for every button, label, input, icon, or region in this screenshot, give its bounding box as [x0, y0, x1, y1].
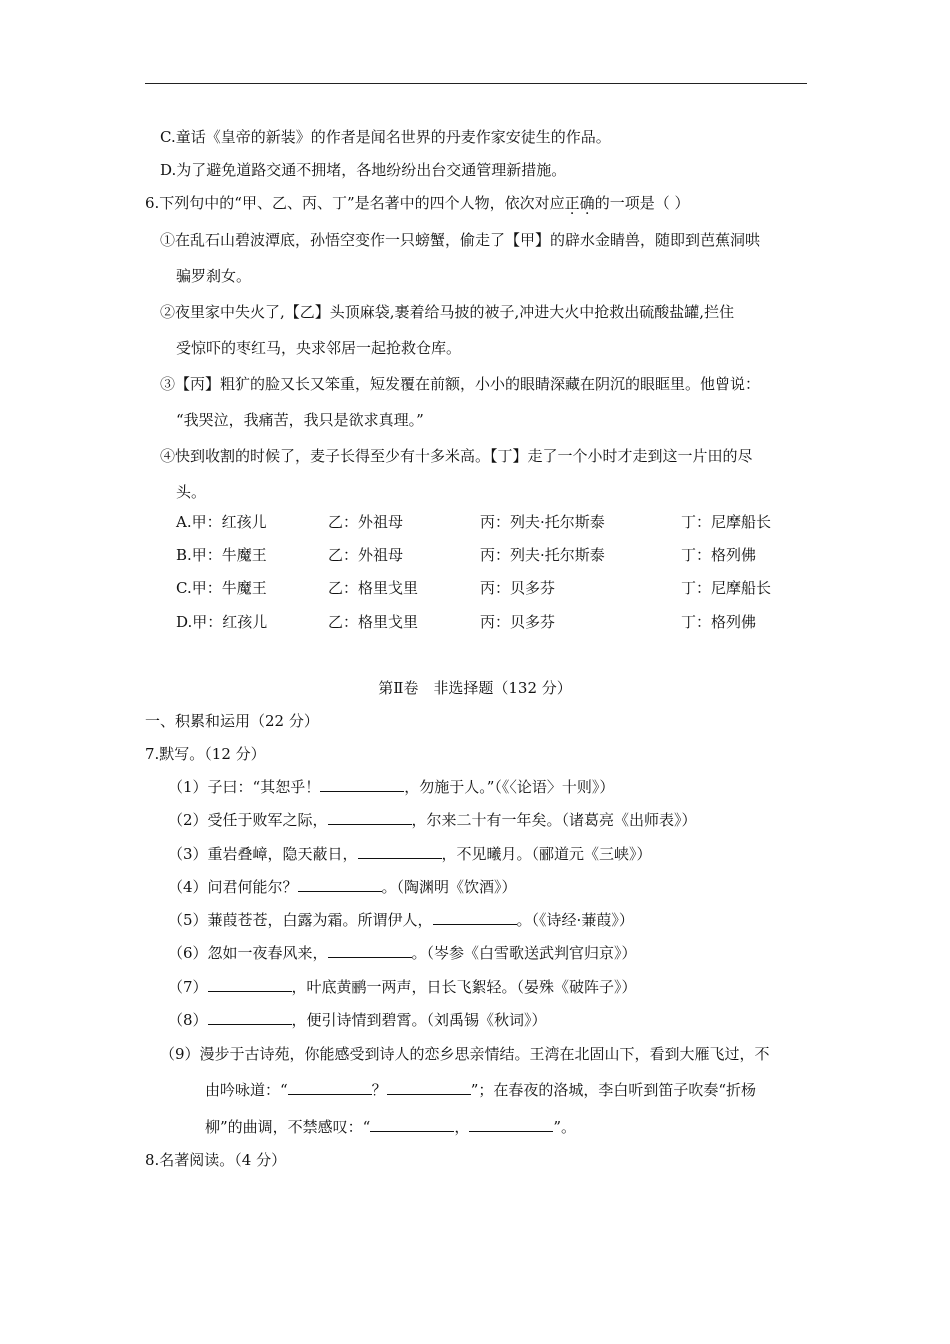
q7-item-8: （8） ，便引诗情到碧霄。（刘禹锡《秋词》） [168, 1011, 547, 1029]
q6-option-a-bing: 丙：列夫·托尔斯泰 [480, 513, 605, 531]
q6-option-a-jia: A.甲：红孩儿 [176, 513, 267, 531]
q6-emphasis-que: 确 [579, 194, 595, 212]
q7-blank-9a[interactable] [288, 1080, 372, 1095]
q5-option-d: D.为了避免道路交通不拥堵，各地纷纷出台交通管理新措施。 [160, 161, 567, 179]
q6-option-a-ding: 丁：尼摩船长 [681, 513, 772, 531]
q7-item-7: （7） ，叶底黄鹂一两声，日长飞絮轻。（晏殊《破阵子》） [168, 978, 637, 996]
section-2-title: 第Ⅱ卷 非选择题（132 分） [378, 679, 572, 697]
q7-blank-1[interactable] [320, 777, 404, 792]
q6-option-d-bing: 丙：贝多芬 [480, 613, 556, 631]
q6-sentence-4a: ④快到收割的时候了，麦子长得至少有十多米高。【丁】走了一个小时才走到这一片田的尽 [160, 447, 753, 465]
q7-blank-4[interactable] [298, 877, 382, 892]
q7-blank-9d[interactable] [469, 1117, 553, 1132]
header-rule [145, 83, 807, 84]
q6-option-b-ding: 丁：格列佛 [681, 546, 757, 564]
q7-item-1: （1）子曰：“其恕乎！ ，勿施于人。”（《〈论语〉十则》） [168, 778, 615, 796]
q7-item-3: （3）重岩叠嶂，隐天蔽日， ，不见曦月。（郦道元《三峡》） [168, 845, 652, 863]
q6-option-d-jia: D.甲：红孩儿 [176, 613, 268, 631]
q7-item-4: （4）问君何能尔？ 。（陶渊明《饮酒》） [168, 878, 517, 896]
q6-sentence-3b: “我哭泣，我痛苦，我只是欲求真理。” [176, 411, 424, 429]
q6-option-c-yi: 乙：格里戈里 [328, 579, 419, 597]
q6-stem [145, 193, 689, 213]
q6-sentence-3a: ③【丙】粗犷的脸又长又笨重，短发覆在前额，小小的眼睛深藏在阴沉的眼眶里。他曾说： [160, 375, 761, 393]
q6-option-c-ding: 丁：尼摩船长 [681, 579, 772, 597]
q6-stem-after: 的一项是（ ） [594, 194, 690, 212]
q6-emphasis-zheng: 正 [564, 194, 580, 212]
q6-option-a-yi: 乙：外祖母 [328, 513, 404, 531]
q7-blank-6[interactable] [328, 943, 412, 958]
q6-option-c-bing: 丙：贝多芬 [480, 579, 556, 597]
q7-blank-9b[interactable] [387, 1080, 471, 1095]
q7-blank-5[interactable] [433, 910, 517, 925]
q6-sentence-1b: 骗罗刹女。 [176, 267, 252, 285]
q7-item-6: （6）忽如一夜春风来， 。（岑参《白雪歌送武判官归京》） [168, 944, 637, 962]
q6-sentence-4b: 头。 [176, 483, 207, 501]
q7-blank-2[interactable] [328, 810, 412, 825]
q7-item-9a: （9）漫步于古诗苑，你能感受到诗人的恋乡思亲情结。王湾在北固山下，看到大雁飞过，不 [160, 1045, 770, 1063]
q6-option-b-jia: B.甲：牛魔王 [176, 546, 267, 564]
q6-option-d-ding: 丁：格列佛 [681, 613, 757, 631]
q6-option-b-yi: 乙：外祖母 [328, 546, 404, 564]
q7-item-2: （2）受任于败军之际， ，尔来二十有一年矣。（诸葛亮《出师表》） [168, 811, 697, 829]
q7-blank-7[interactable] [208, 977, 292, 992]
q6-sentence-1a: ①在乱石山碧波潭底，孙悟空变作一只螃蟹，偷走了【甲】的辟水金睛兽，随即到芭蕉洞哄 [160, 231, 761, 249]
q6-option-c-jia: C.甲：牛魔王 [176, 579, 267, 597]
q6-option-d-yi: 乙：格里戈里 [328, 613, 419, 631]
q6-stem-before: 6.下列句中的“甲、乙、丙、丁”是名著中的四个人物，依次对应 [145, 194, 565, 212]
q6-option-b-bing: 丙：列夫·托尔斯泰 [480, 546, 605, 564]
q6-sentence-2b: 受惊吓的枣红马，央求邻居一起抢救仓库。 [176, 339, 462, 357]
q7-blank-3[interactable] [358, 844, 442, 859]
q7-blank-8[interactable] [208, 1010, 292, 1025]
q7-item-9c: 柳”的曲调，不禁感叹：“ ， ”。 [205, 1118, 577, 1136]
q6-sentence-2a: ②夜里家中失火了,【乙】头顶麻袋,裹着给马披的被子,冲进大火中抢救出硫酸盐罐,拦住 [160, 303, 735, 321]
q7-item-5: （5）蒹葭苍苍，白露为霜。所谓伊人， 。（《诗经·蒹葭》） [168, 911, 634, 929]
q5-option-c: C.童话《皇帝的新装》的作者是闻名世界的丹麦作家安徒生的作品。 [160, 128, 611, 146]
q8-heading: 8.名著阅读。（4 分） [145, 1151, 287, 1169]
q7-blank-9c[interactable] [370, 1117, 454, 1132]
part-1-heading: 一、积累和运用（22 分） [145, 712, 319, 730]
q7-heading: 7.默写。（12 分） [145, 745, 266, 763]
q7-item-9b: 由吟咏道：“ ？ ”；在春夜的洛城，李白听到笛子吹奏“折杨 [205, 1081, 757, 1099]
